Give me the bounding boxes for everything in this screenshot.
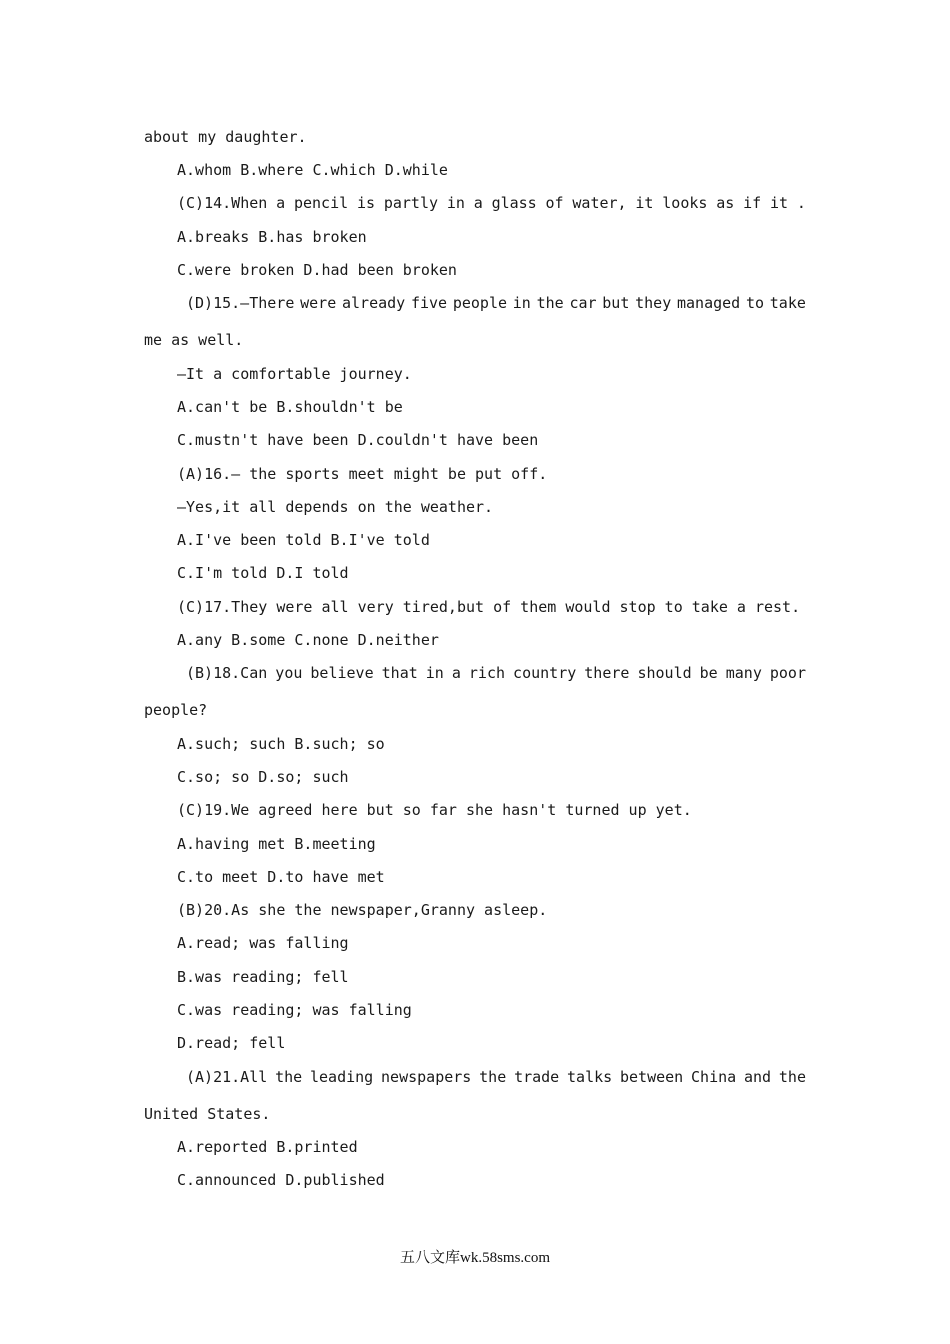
word: is bbox=[356, 194, 376, 212]
text-line: me as well. bbox=[144, 331, 244, 349]
page-footer: 五八文库wk.58sms.com bbox=[399, 1250, 550, 1266]
word: (D)15.—There bbox=[186, 294, 295, 312]
options-line: C.so; so D.so; such bbox=[177, 768, 349, 786]
word: and bbox=[744, 1068, 772, 1086]
word: take bbox=[769, 294, 806, 312]
word: glass bbox=[491, 194, 537, 212]
word: car bbox=[569, 294, 597, 312]
options-line: A.such; such B.such; so bbox=[177, 735, 385, 753]
options-line: B.was reading; fell bbox=[177, 968, 349, 986]
question-18 bbox=[186, 663, 806, 683]
word: the bbox=[479, 1068, 507, 1086]
word: leading bbox=[310, 1068, 374, 1086]
word: to bbox=[745, 294, 765, 312]
word: (A)21.All bbox=[186, 1068, 268, 1086]
options-line: A.whom B.where C.which D.while bbox=[177, 161, 448, 179]
word: of bbox=[545, 194, 564, 212]
dialogue-line: —Yes,it all depends on the weather. bbox=[177, 498, 494, 516]
word: it bbox=[635, 194, 654, 212]
text-line: people? bbox=[144, 701, 208, 719]
word: it bbox=[770, 194, 789, 212]
text-line: United States. bbox=[144, 1105, 271, 1123]
word: between bbox=[620, 1068, 684, 1086]
options-line: C.was reading; was falling bbox=[177, 1001, 412, 1019]
word: poor bbox=[769, 664, 806, 682]
word: there bbox=[584, 664, 630, 682]
options-line: A.read; was falling bbox=[177, 934, 349, 952]
options-line: A.can't be B.shouldn't be bbox=[177, 398, 403, 416]
word: in bbox=[446, 194, 465, 212]
word: already bbox=[342, 294, 406, 312]
options-line: C.I'm told D.I told bbox=[177, 564, 349, 582]
word: talks bbox=[567, 1068, 613, 1086]
options-line: D.read; fell bbox=[177, 1034, 286, 1052]
question-20: (B)20.As she the newspaper,Granny asleep. bbox=[177, 901, 548, 919]
word: many bbox=[725, 664, 762, 682]
word: partly bbox=[383, 194, 439, 212]
word: a bbox=[451, 664, 461, 682]
options-line: C.to meet D.to have met bbox=[177, 868, 385, 886]
word: as bbox=[716, 194, 735, 212]
text-line: about my daughter. bbox=[144, 128, 307, 146]
word: in bbox=[512, 294, 531, 312]
word: people bbox=[452, 294, 508, 312]
word: . bbox=[796, 194, 806, 212]
word: believe bbox=[310, 664, 374, 682]
options-line: A.any B.some C.none D.neither bbox=[177, 631, 439, 649]
word: country bbox=[513, 664, 577, 682]
options-line: A.having met B.meeting bbox=[177, 835, 376, 853]
word: the bbox=[536, 294, 564, 312]
options-line: C.announced D.published bbox=[177, 1171, 385, 1189]
options-line: A.reported B.printed bbox=[177, 1138, 358, 1156]
word: the bbox=[778, 1068, 806, 1086]
word: a bbox=[473, 194, 483, 212]
word: a bbox=[276, 194, 286, 212]
question-14 bbox=[177, 193, 806, 213]
options-line: C.mustn't have been D.couldn't have been bbox=[177, 431, 539, 449]
word: (C)14.When bbox=[177, 194, 268, 212]
word: be bbox=[699, 664, 718, 682]
word: rich bbox=[468, 664, 506, 682]
question-15 bbox=[186, 293, 806, 313]
options-line: C.were broken D.had been broken bbox=[177, 261, 457, 279]
word: if bbox=[743, 194, 762, 212]
word: newspapers bbox=[381, 1068, 472, 1086]
word: were bbox=[300, 294, 337, 312]
word: China bbox=[691, 1068, 737, 1086]
word: they bbox=[635, 294, 672, 312]
word: the bbox=[275, 1068, 303, 1086]
word: five bbox=[410, 294, 448, 312]
word: pencil bbox=[293, 194, 349, 212]
word: should bbox=[637, 664, 692, 682]
word: managed bbox=[677, 294, 741, 312]
word: that bbox=[381, 664, 418, 682]
options-line: A.I've been told B.I've told bbox=[177, 531, 430, 549]
word: (B)18.Can bbox=[186, 664, 268, 682]
question-17: (C)17.They were all very tired,but of them would stop to take a rest. bbox=[177, 598, 801, 616]
word: in bbox=[425, 664, 444, 682]
options-line: A.breaks B.has broken bbox=[177, 228, 367, 246]
word: but bbox=[602, 294, 630, 312]
word: you bbox=[275, 664, 303, 682]
dialogue-line: —It a comfortable journey. bbox=[177, 365, 412, 383]
question-19: (C)19.We agreed here but so far she hasn't turned up yet. bbox=[177, 801, 692, 819]
question-21 bbox=[186, 1067, 806, 1087]
question-16: (A)16.— the sports meet might be put off. bbox=[177, 465, 548, 483]
word: water, bbox=[572, 194, 627, 212]
word: looks bbox=[662, 194, 708, 212]
word: trade bbox=[514, 1068, 560, 1086]
